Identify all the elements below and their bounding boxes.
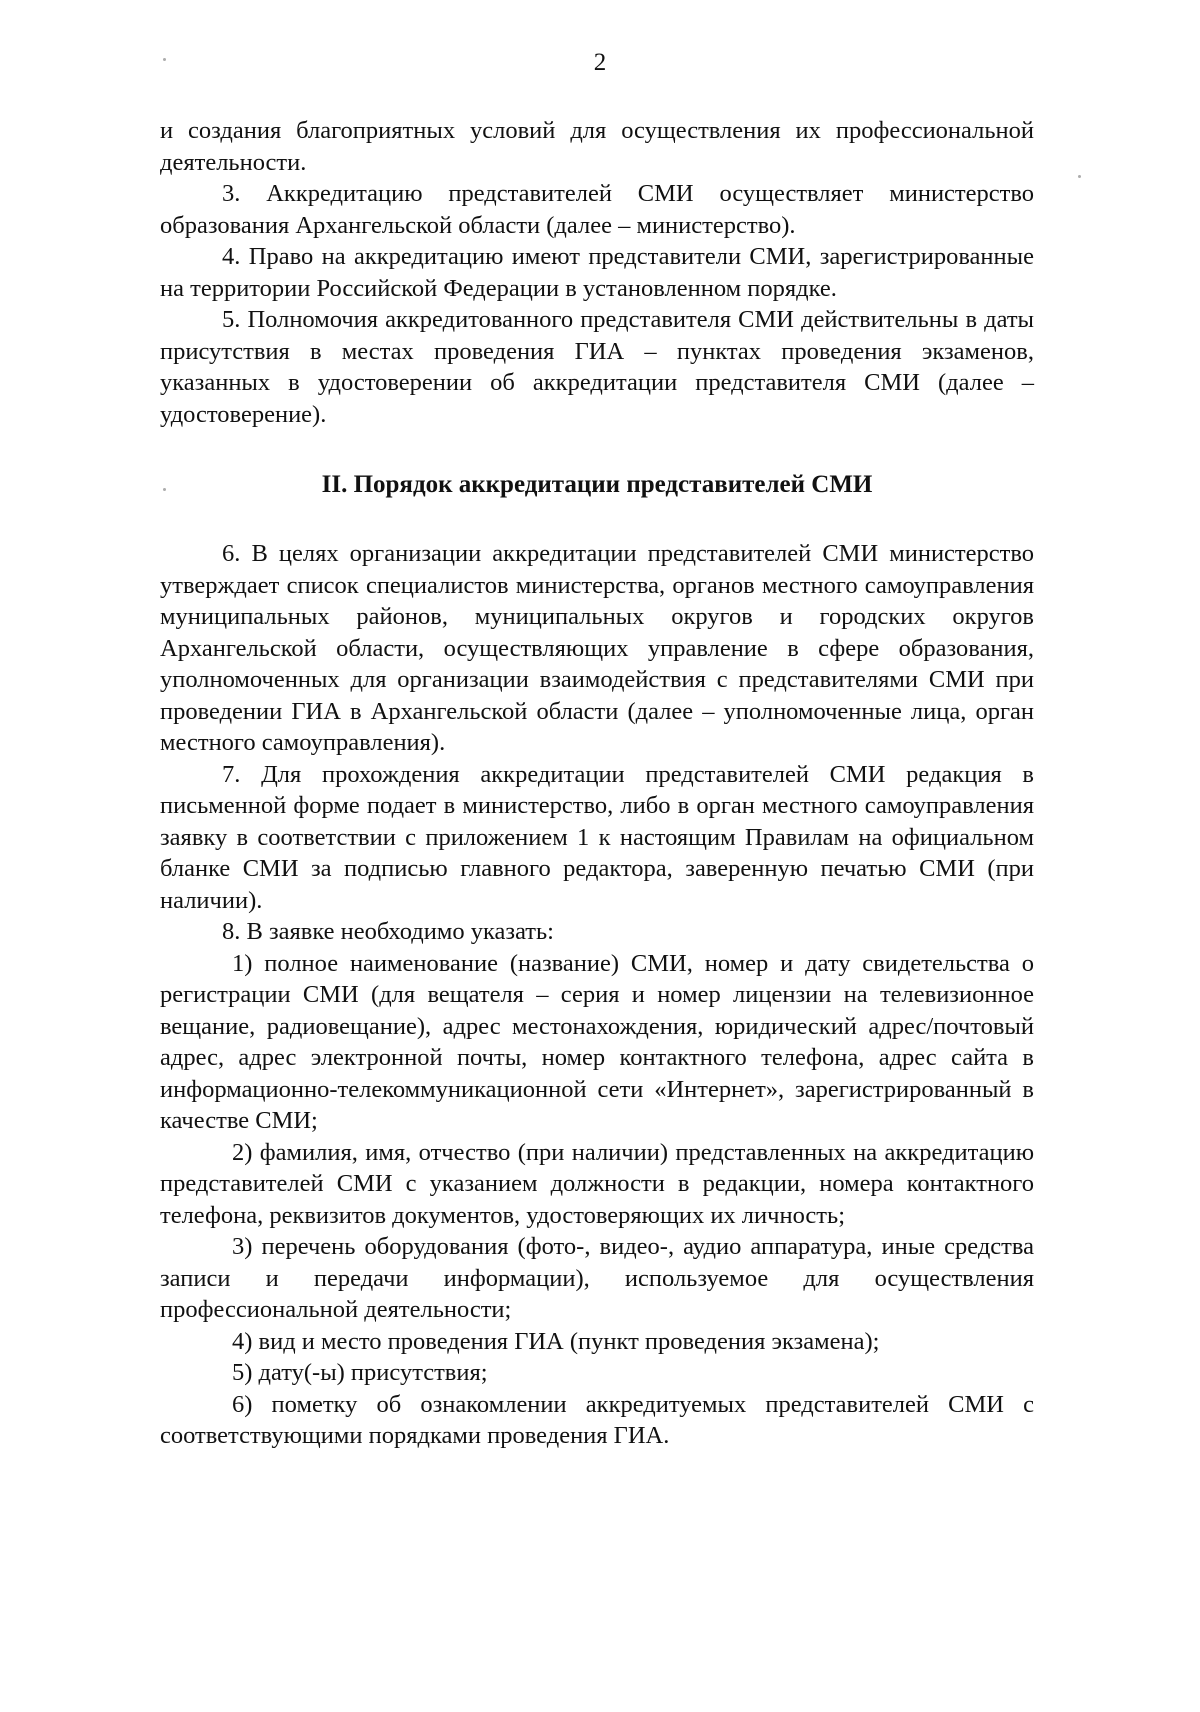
list-item-6: 6) пометку об ознакомлении аккредитуемых представителей СМИ с соответствующими порядками проведения ГИА. [160,1390,1034,1449]
scan-speck [163,58,166,61]
document-body [160,115,1034,1452]
scan-speck [1078,175,1081,178]
paragraph-7: 7. Для прохождения аккредитации представителей СМИ редакция в письменной форме подает в министерство, либо в орган местного самоуправления заявку в соответствии с приложением 1 к настоящим Правилам на официальном бланке СМИ за подписью главного редактора, заверенную печатью СМИ (при наличии). [160,760,1034,914]
paragraph-5: 5. Полномочия аккредитованного представителя СМИ действительны в даты присутствия в местах проведения ГИА – пунктах проведения экзаменов, указанных в удостоверении об аккредитации представителя СМИ (далее – удостоверение). [160,306,1034,428]
list-item-3: 3) перечень оборудования (фото-, видео-, аудио аппаратура, иные средства записи и передачи информации), используемое для осуществления профессиональной деятельности; [160,1233,1034,1323]
page-number: 2 [593,49,607,76]
section-heading: II. Порядок аккредитации представителей СМИ [321,471,873,498]
paragraph-8: 8. В заявке необходимо указать: [222,918,554,945]
list-item-5: 5) дату(-ы) присутствия; [232,1359,488,1386]
paragraph-6: 6. В целях организации аккредитации представителей СМИ министерство утверждает список специалистов министерства, органов местного самоуправления муниципальных районов, муниципальных округов и городских округов Архангельской области, осуществляющих управление в сфере образования, уполномоченных для организации взаимодействия с представителями СМИ при проведении ГИА в Архангельской области (далее – уполномоченные лица, орган местного самоуправления). [160,540,1034,756]
list-item-2: 2) фамилия, имя, отчество (при наличии) представленных на аккредитацию представителей СМИ с указанием должности в редакции, номера контактного телефона, реквизитов документов, удостоверяющих их личность; [160,1138,1034,1229]
list-item-1: 1) полное наименование (название) СМИ, номер и дату свидетельства о регистрации СМИ (для вещателя – серия и номер лицензии на телевизионное вещание, радиовещание), адрес местонахождения, юридический адрес/почтовый адрес, адрес электронной почты, номер контактного телефона, адрес сайта в информационно-телекоммуникационной сети «Интернет», зарегистрированный в качестве СМИ; [160,949,1034,1134]
paragraph-4: 4. Право на аккредитацию имеют представители СМИ, зарегистрированные на территории Российской Федерации в установленном порядке. [160,243,1034,302]
paragraph-continuation: и создания благоприятных условий для осуществления их профессиональной деятельности. [160,117,1034,176]
paragraph-3: 3. Аккредитацию представителей СМИ осуществляет министерство образования Архангельской области (далее – министерство). [160,180,1034,239]
list-item-4: 4) вид и место проведения ГИА (пункт проведения экзамена); [232,1327,880,1355]
